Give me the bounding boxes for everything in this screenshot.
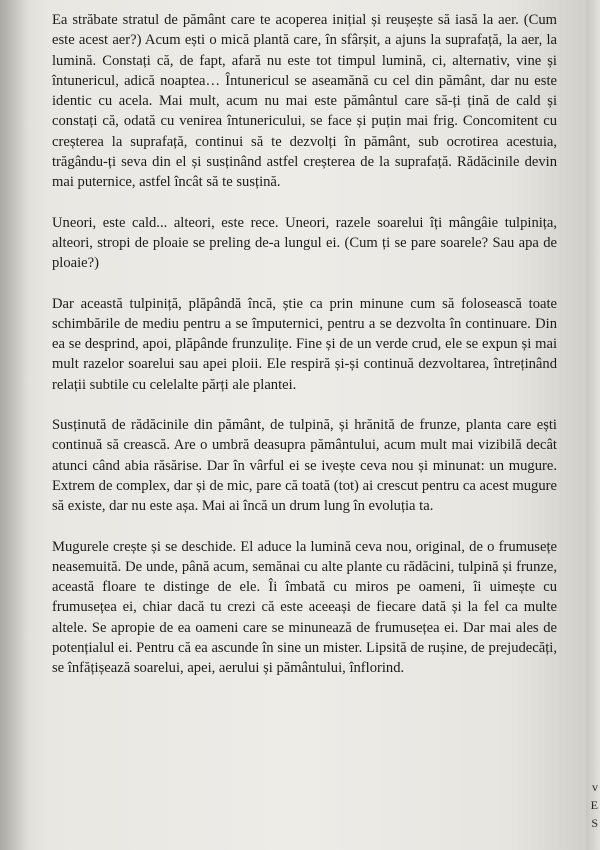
body-text	[52, 10, 557, 699]
paragraph-3: Dar această tulpiniță, plăpândă încă, știe ca prin minune cum să folosească toate schimbările de mediu pentru a se împuternici, pentru a se dezvolta în continuare. Din ea se desprind, apoi, plăpânde frunzulițe. Fine și de un verde crud, ele se expun și mai mult razelor soarelui sau apei ploii. Ele respiră și-și continuă dezvoltarea, întreținând relații subtile cu celelalte părți ale plantei.	[52, 295, 557, 393]
paragraph-4: Susținută de rădăcinile din pământ, de tulpină, și hrănită de frunze, planta care ești continuă să crească. Are o umbră deasupra pământului, acum mult mai vizibilă decât atunci când abia răsărise. Dar în vârful ei se ivește ceva nou și minunat: un mugure. Extrem de complex, dar și de mic, pare că toată (tot) ai crescut pentru ca acest mugure să existe, dar nu este așa. Mai ai încă un drum lung în evoluția ta.	[52, 417, 557, 515]
paragraph-5: Mugurele crește și se deschide. El aduce la lumină ceva nou, original, de o frumusețe neasemuită. De unde, până acum, semănai cu alte plante cu rădăcini, tulpină și frunze, această floare te distinge de ele. Îi îmbată cu miros pe oameni, îi uimește cu frumusețea ei, chiar dacă tu crezi că este aceeași de fiecare dată și la fel ca multe altele. Se apropie de ea oameni care se minunează de frumusețea ei. Dar mai ales de potențialul ei. Pentru că ea ascunde în sine un mister. Lipsită de rușine, de prejudecăți, se înfățișează soarelui, apei, aerului și pământului, înflorind.	[52, 538, 557, 677]
facing-page-edge	[586, 0, 600, 850]
edge-letter: S	[591, 816, 598, 830]
edge-letter: E	[590, 798, 598, 812]
paragraph-1: Ea străbate stratul de pământ care te acoperea inițial și reușește să iasă la aer. (Cum este acest aer?) Acum ești o mică plantă care, în sfârșit, a ajuns la suprafață, la aer, la lumină. Constați că, de fapt, afară nu este tot timpul lumină, ci, alternativ, vine și întunericul, adică noaptea… Întunericul se aseamănă cu cel din pământ, dar nu este identic cu acela. Mai mult, acum nu mai este pământul care să-ți țină de cald și constați că, odată cu venirea întunericului, se face și puțin mai frig. Concomitent cu creșterea la suprafață, continui să te dezvolți în pământ, sub ocrotirea acestuia, trăgându-ți seva din el și susținând astfel creșterea de la suprafață. Rădăcinile devin mai puternice, astfel încât să te susțină.	[52, 12, 557, 191]
facing-page-letters	[591, 778, 598, 832]
edge-letter: v	[592, 780, 598, 794]
paragraph-2: Uneori, este cald... alteori, este rece. Uneori, razele soarelui îți mângâie tulpinița, alteori, stropi de ploaie se preling de-a lungul ei. (Cum ți se pare soarele? Sau apa de ploaie?)	[52, 214, 557, 272]
